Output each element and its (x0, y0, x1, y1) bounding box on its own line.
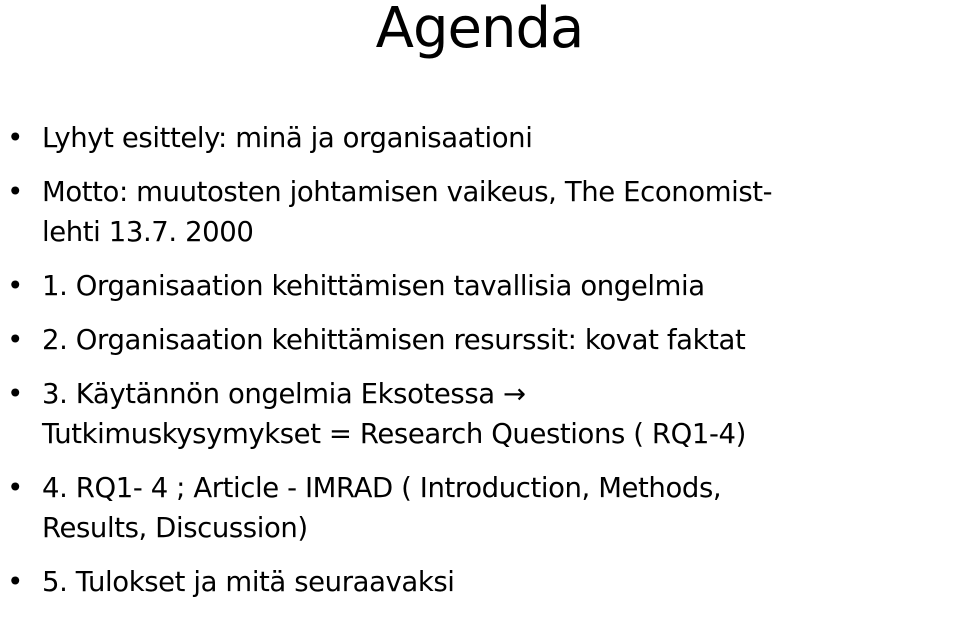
list-item (0, 468, 959, 548)
list-item-text: 2. Organisaation kehittämisen resurssit: kovat faktat (42, 324, 746, 356)
list-item (0, 562, 959, 602)
bullet-icon: • (7, 270, 23, 302)
list-item-text-line-1: 3. Käytännön ongelmia Eksotessa → (42, 378, 526, 410)
list-item-text-line-1: 4. RQ1- 4 ; Article - IMRAD ( Introduction, Methods, (42, 472, 722, 504)
bullet-icon: • (7, 378, 23, 410)
list-item-text-line-2: lehti 13.7. 2000 (42, 216, 254, 248)
list-item-text-line-2: Results, Discussion) (42, 512, 308, 544)
list-item (0, 374, 959, 454)
list-item (0, 320, 959, 360)
list-item (0, 118, 959, 158)
list-item-text: Lyhyt esittely: minä ja organisaationi (42, 122, 533, 154)
list-item (0, 172, 959, 252)
bullet-icon: • (7, 122, 23, 154)
list-item-text: 5. Tulokset ja mitä seuraavaksi (42, 566, 455, 598)
list-item (0, 266, 959, 306)
bullet-icon: • (7, 472, 23, 504)
list-item-text: 1. Organisaation kehittämisen tavallisia ongelmia (42, 270, 705, 302)
bullet-icon: • (7, 176, 23, 208)
agenda-list (0, 118, 959, 616)
bullet-icon: • (7, 566, 23, 598)
list-item-text-line-2: Tutkimuskysymykset = Research Questions ( RQ1-4) (42, 418, 746, 450)
bullet-icon: • (7, 324, 23, 356)
list-item-text-line-1: Motto: muutosten johtamisen vaikeus, The Economist- (42, 176, 773, 208)
slide-title: Agenda (375, 0, 584, 61)
